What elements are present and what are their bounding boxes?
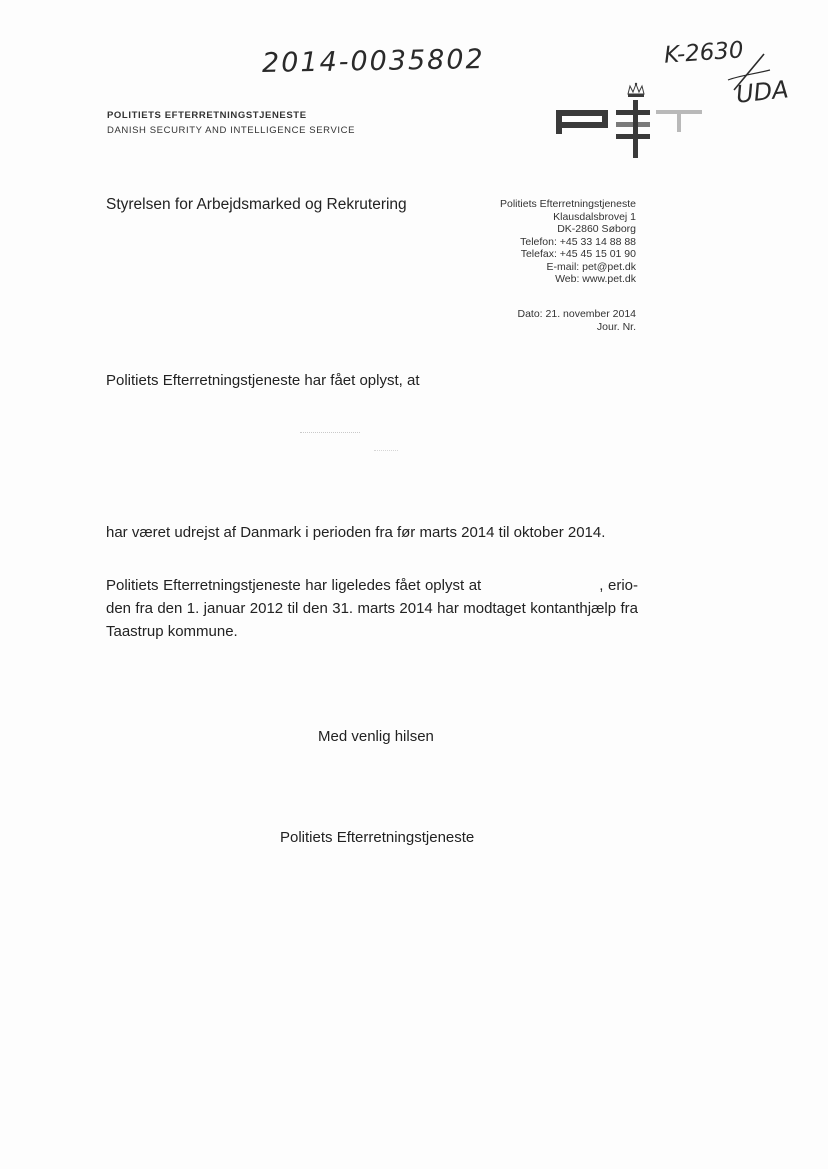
org-name-english: DANISH SECURITY AND INTELLIGENCE SERVICE xyxy=(107,125,356,136)
sender-city: DK-2860 Søborg xyxy=(557,223,636,235)
sender-name: Politiets Efterretningstjeneste xyxy=(500,198,636,210)
redaction-trace xyxy=(374,450,398,453)
body-paragraph-3-end: , erio-den fra den 1. januar 2012 til den 31. marts 2014 har modtaget kontanthjælp fra Taastrup kommune. xyxy=(106,577,638,640)
closing-salutation: Med venlig hilsen xyxy=(318,728,434,745)
logo-letter-e xyxy=(616,100,650,158)
handwritten-case-code: K-2630 xyxy=(663,37,745,69)
sender-web: Web: www.pet.dk xyxy=(555,273,636,285)
handwritten-unit-code: UDA xyxy=(734,75,790,109)
body-paragraph-1: Politiets Efterretningstjeneste har fået oplyst, at xyxy=(106,372,420,389)
redaction-trace xyxy=(300,432,360,437)
redacted-span xyxy=(481,589,599,590)
body-paragraph-3 xyxy=(106,574,638,643)
logo-letter-p xyxy=(556,110,608,134)
journal-number: Jour. Nr. xyxy=(596,320,636,333)
sender-email: E-mail: pet@pet.dk xyxy=(546,260,636,273)
pet-logo xyxy=(556,82,706,158)
sender-address-block xyxy=(500,198,636,286)
signature-organization: Politiets Efterretningstjeneste xyxy=(280,829,475,846)
handwritten-reference-number: 2014-0035802 xyxy=(261,44,485,79)
sender-fax: Telefax: +45 45 15 01 90 xyxy=(520,248,636,260)
org-name-danish: POLITIETS EFTERRETNINGSTJENESTE xyxy=(107,110,307,121)
date-block xyxy=(518,308,637,333)
sender-street: Klausdalsbrovej 1 xyxy=(553,210,636,223)
letter-date: Dato: 21. november 2014 xyxy=(517,308,636,320)
recipient-address: Styrelsen for Arbejdsmarked og Rekrutering xyxy=(106,196,407,213)
body-paragraph-2: har været udrejst af Danmark i perioden fra før marts 2014 til oktober 2014. xyxy=(106,524,606,541)
sender-phone: Telefon: +45 33 14 88 88 xyxy=(520,235,636,248)
crown-icon xyxy=(628,83,644,97)
body-paragraph-3-start: Politiets Efterretningstjeneste har ligeledes fået oplyst at xyxy=(106,577,482,594)
organization-name xyxy=(107,108,355,138)
logo-letter-t xyxy=(656,110,702,132)
